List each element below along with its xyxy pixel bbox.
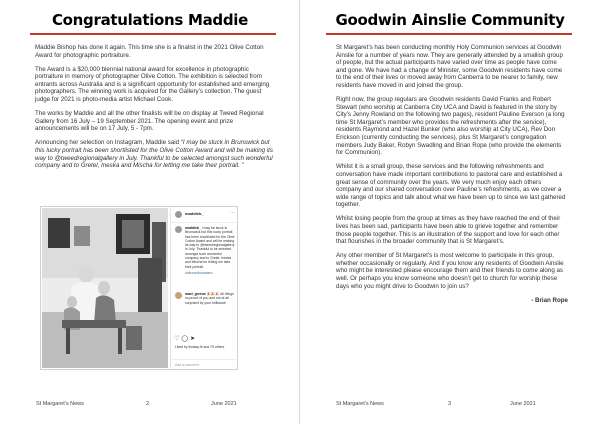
footer-date: June 2021 bbox=[510, 401, 536, 407]
paragraph-announcement bbox=[35, 139, 275, 169]
caption-username[interactable]: maddieb_ bbox=[185, 226, 201, 230]
comment-icon[interactable]: ◯ bbox=[181, 336, 191, 342]
caption-text bbox=[185, 226, 236, 269]
post-username[interactable]: maddieb_ bbox=[185, 211, 204, 216]
portrait-photo-graphic bbox=[42, 208, 168, 368]
hashtag-link[interactable]: #olivecottonaward bbox=[185, 270, 213, 275]
paragraph: Any other member of St Margaret’s is most welcome to participate in this group, whether occasionally or regularly. And if you know any residents of Goodwin Ainslie who might be interested please encourage them and their friends to come along as well. Or perhaps you know someone who doesn’t get to church for worship these days who you might drive to Goodwin to join us? bbox=[336, 252, 564, 290]
share-icon[interactable]: ➤ bbox=[190, 336, 198, 342]
article-body bbox=[35, 44, 275, 176]
footer-page-number: 2 bbox=[146, 401, 150, 407]
post-header bbox=[171, 207, 239, 223]
paragraph: The Award is a $20,000 biennial national award for excellence in photographic portraiture in memory of photographer Olive Cotton. The exhibition is selected from entrants across Australia and is a significant opportunity for established and emerging photographers. The winning work is acquired for the Gallery’s collection. The guest judge for 2021 is photo-media artist Michael Cook. bbox=[35, 65, 270, 104]
comment-body: 🎉🎉🎉 All things so proud of you and not at all surprised by your brilliance! bbox=[185, 291, 234, 305]
footer-page-number: 3 bbox=[448, 401, 452, 407]
more-options-icon[interactable]: ··· bbox=[230, 210, 235, 216]
avatar[interactable] bbox=[175, 292, 182, 299]
footer-date: June 2021 bbox=[211, 401, 237, 407]
title-rule bbox=[326, 33, 572, 35]
announce-quote: “I may be stuck in Brunswick but this lucky portrait has been shortlisted for the Olive Cotton Award and will be making its way to @tweedregionalgallery in July. Thankful to be selected amongst such wonderful company and to Gretel, Ineska and Mischa for letting me take their portrait. ” bbox=[35, 139, 273, 170]
avatar[interactable] bbox=[175, 211, 182, 218]
paragraph: The works by Maddie and all the other finalists will be on display at Tweed Regional Gallery from 16 July – 19 September 2021. The opening event and prize announcements will be on 17 July, 5 - 7pm. bbox=[35, 110, 264, 133]
avatar[interactable] bbox=[175, 226, 182, 233]
footer-publication: St Margaret’s News bbox=[36, 401, 84, 407]
page-title: Goodwin Ainslie Community bbox=[335, 11, 565, 29]
paragraph: Right now, the group regulars are Goodwin residents David Franks and Robert Stewart (who worship at Canberra City UCA and David is featured in the story by City’s Jenny Rowland on the following two pages), resident Pauline Everson (a long time St Margaret’s member who provides the refreshments after the service), residents Raymond and Hazel Bunker (who also worship at City UCA), Rev Don Erickson (currently conducting the services), plus St Margaret’s congregation members Judy Baker, Robyn Swadling and Brian Rope (who provide the elements for Communion). bbox=[336, 96, 565, 157]
post-comment bbox=[171, 289, 239, 305]
footer-publication: St Margaret’s News bbox=[336, 401, 384, 407]
post-caption bbox=[171, 223, 239, 275]
caption-body: I may be stuck in Brunswick but this lucky portrait has been shortlisted for the Olive Cotton Award and will be making its way to @tweedregionalgallery in July. Thankful to be selected amongst such wonderful company and to Gretel, Ineska and Mischa for letting me take their portrait. bbox=[185, 226, 235, 269]
add-comment-input[interactable]: Add a comment... bbox=[171, 359, 239, 369]
page-title: Congratulations Maddie bbox=[51, 11, 249, 29]
title-rule bbox=[30, 33, 276, 35]
author-signature: - Brian Rope bbox=[531, 296, 568, 304]
portrait-photo bbox=[42, 208, 168, 368]
paragraph: St Margaret’s has been conducting monthly Holy Communion services at Goodwin Ainslie for a number of years now. They are generally attended by a smallish group of people, but the actual participants have varied over time as people have come and gone. We have had a change of Minister, some Goodwin residents have come to the end of their lives or moved away from Canberra to be nearer to family, new residents have moved in and joined the group. bbox=[336, 44, 563, 89]
likes-count[interactable]: Liked by lindsay.th and 75 others bbox=[175, 345, 225, 349]
instagram-screenshot bbox=[40, 206, 238, 370]
page-right bbox=[300, 0, 600, 424]
announce-lead: Announcing her selection on Instagram, Maddie said bbox=[35, 139, 181, 147]
heart-icon[interactable]: ♡ bbox=[174, 336, 182, 342]
instagram-post-panel bbox=[170, 207, 239, 369]
paragraph: Whilst it is a small group, these services and the following refreshments and conversation have made important contributions to pastoral care and established a great sense of community over the years. We very much enjoy each others company and our shared conversation over Pauline’s refreshments, as we cover a wide range of topics and talk about what we have been up to since we last gathered together. bbox=[336, 163, 566, 209]
paragraph: Maddie Bishop has done it again. This time she is a finalist in the 2021 Olive Cotton Award for photographic portraiture. bbox=[35, 44, 264, 59]
post-actions bbox=[174, 335, 197, 342]
article-body bbox=[336, 44, 568, 304]
comment-username[interactable]: maxi_greene bbox=[185, 291, 206, 296]
comment-text bbox=[185, 292, 236, 305]
paragraph: Whilst losing people from the group at times as they have reached the end of their lives has been sad, participants have been able to grieve together and remember those people together. This is an illustration of the support and love for each other that flourishes in the broader community that is St Margaret’s. bbox=[336, 215, 561, 246]
